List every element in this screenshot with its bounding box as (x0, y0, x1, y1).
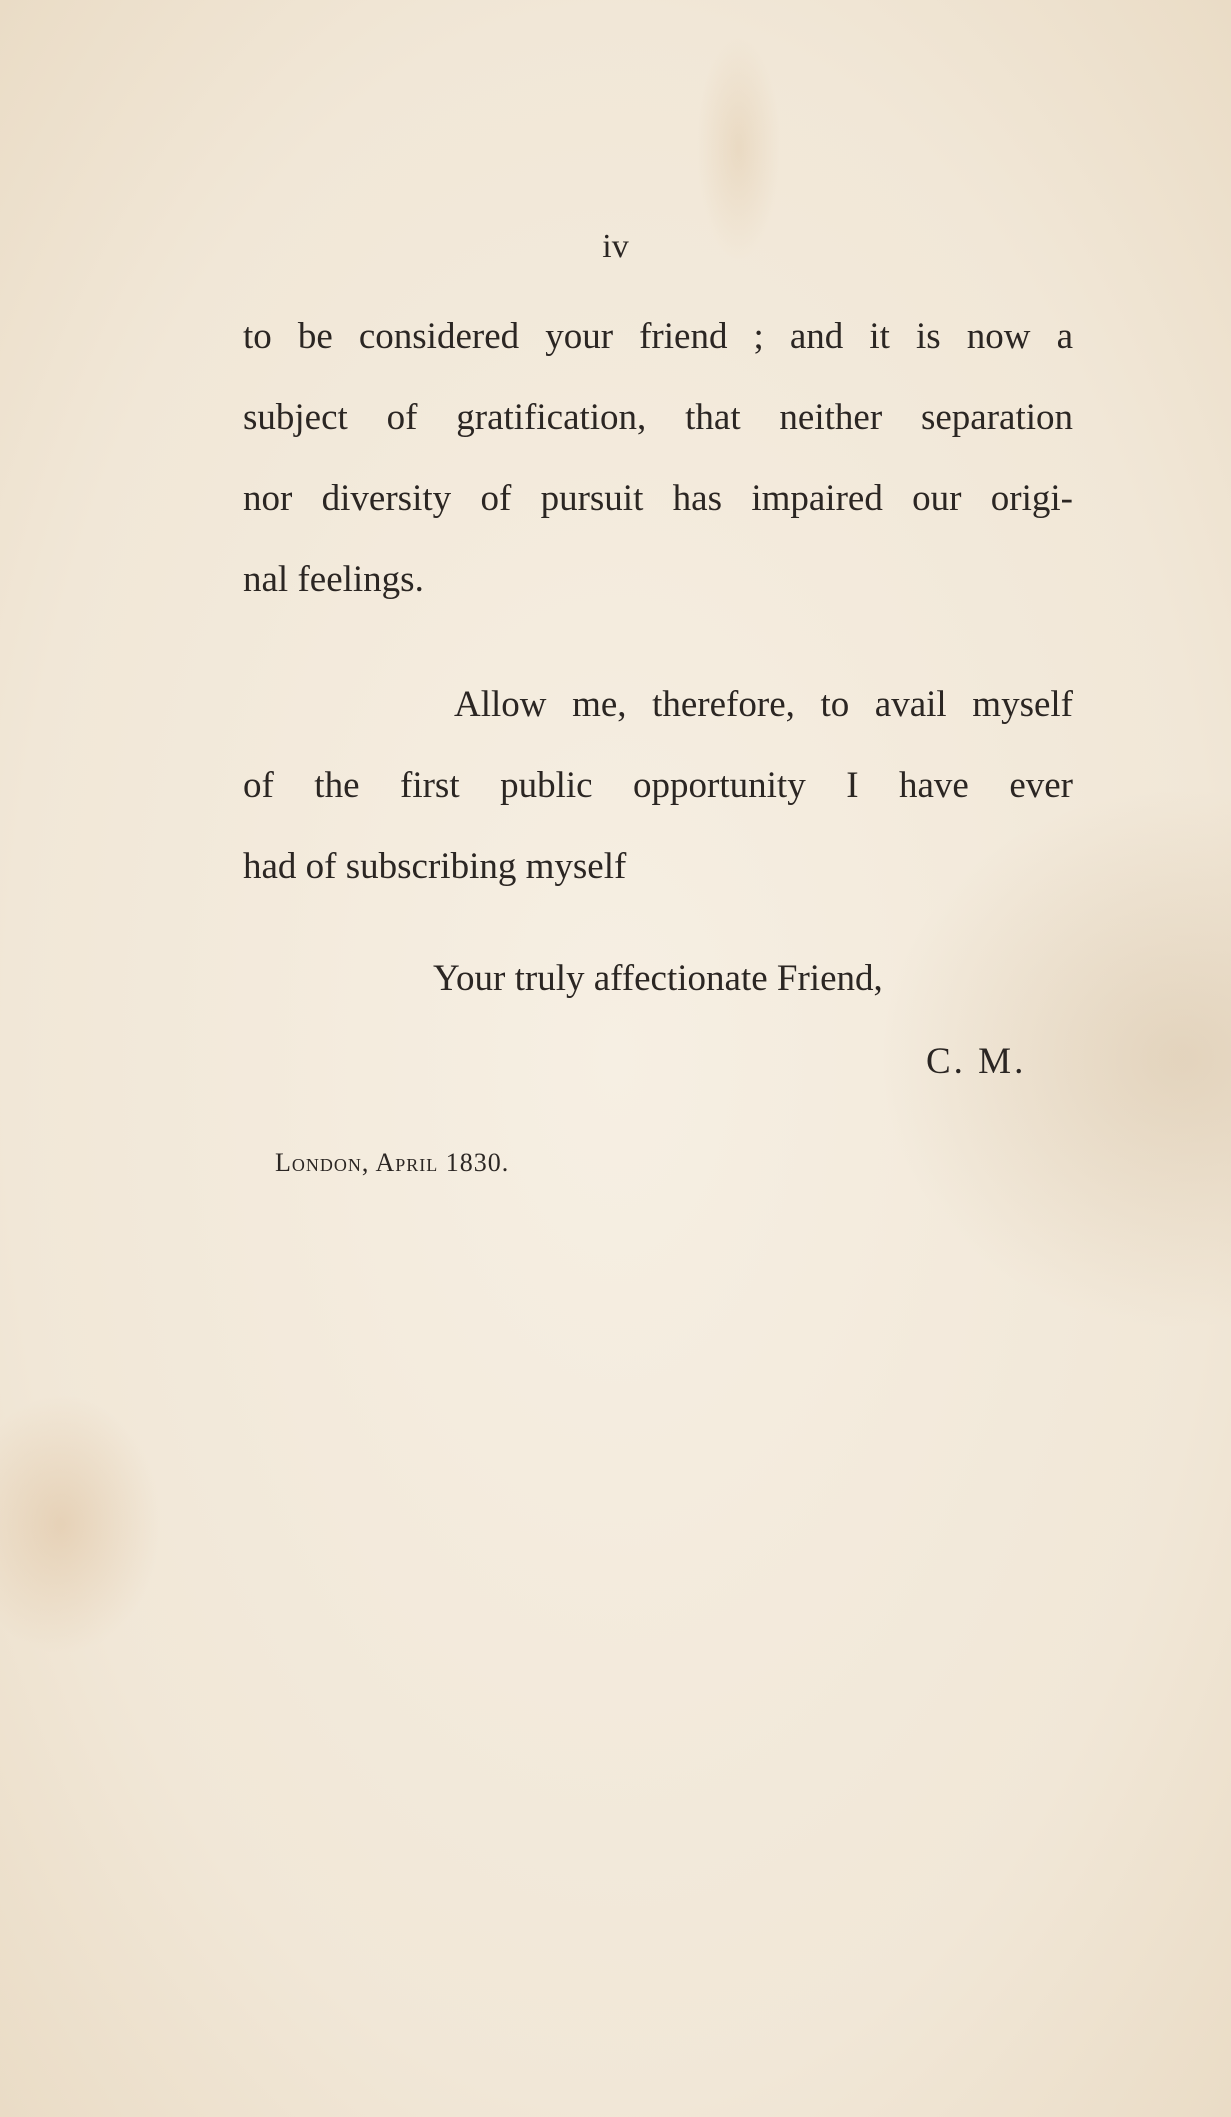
bleed-through-text (240, 480, 1080, 1800)
paragraph-2-line-2: of the first public opportunity I have ever (243, 765, 1073, 806)
place-and-date: London, April 1830. (275, 1148, 510, 1177)
closing-salutation: Your truly affectionate Friend, (433, 958, 883, 999)
paragraph-1-line-3: nor diversity of pursuit has impaired our origi- (243, 478, 1073, 519)
signature-initials: C. M. (926, 1041, 1027, 1082)
paragraph-2-line-1: Allow me, therefore, to avail myself (454, 684, 1073, 725)
paragraph-2-line-3: had of subscribing myself (243, 846, 627, 887)
page-number: iv (602, 228, 629, 265)
paragraph-1-line-1: to be considered your friend ; and it is now a (243, 316, 1073, 357)
paragraph-1-line-4: nal feelings. (243, 559, 424, 600)
paragraph-1-line-2: subject of gratification, that neither separation (243, 397, 1073, 438)
